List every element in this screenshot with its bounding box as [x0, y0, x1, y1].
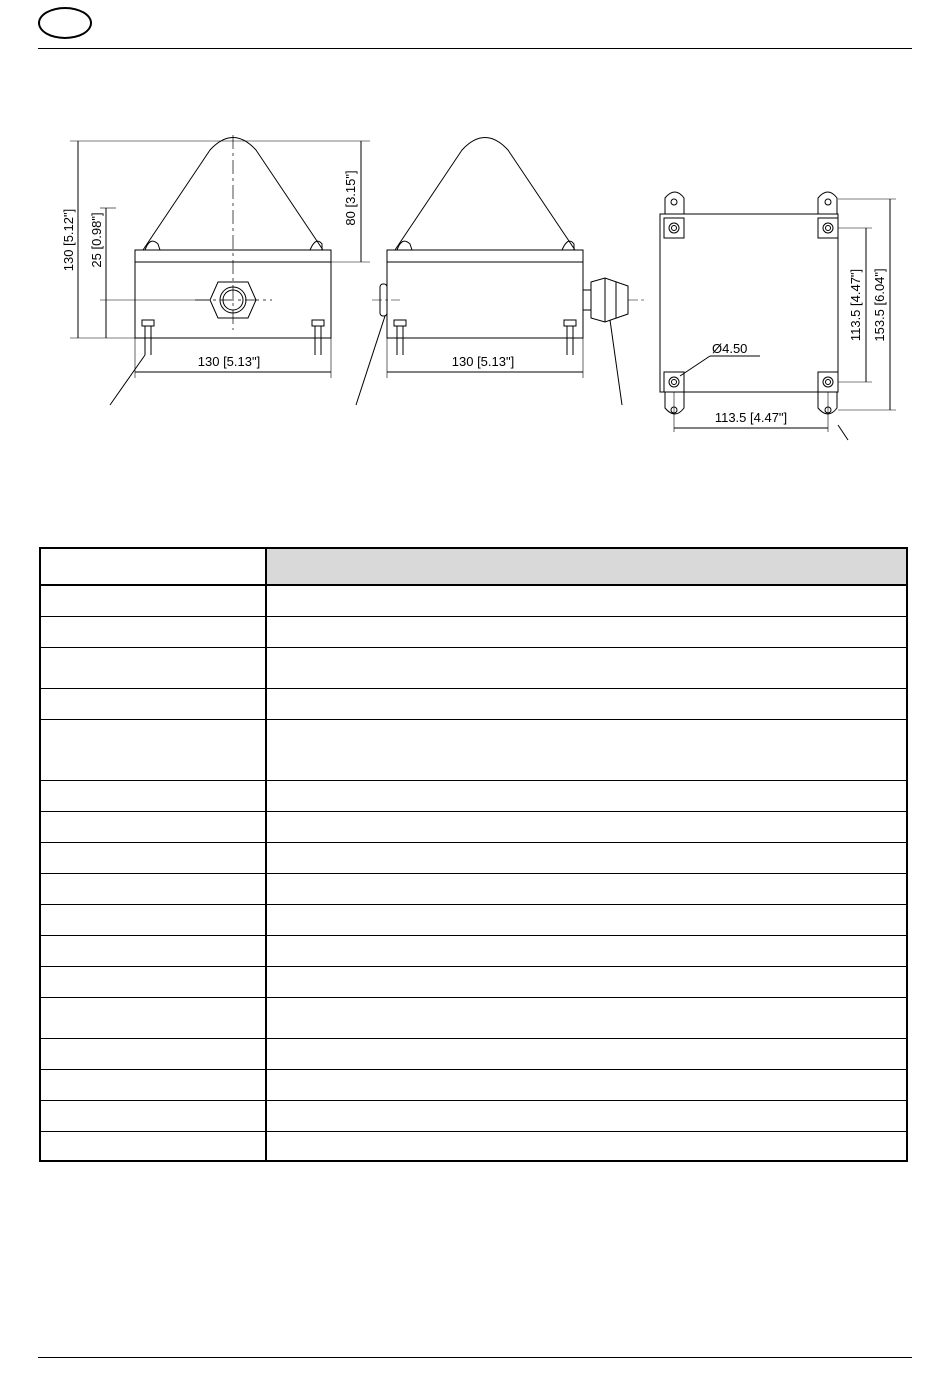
- table-row: [40, 780, 907, 811]
- table-row: [40, 904, 907, 935]
- header-cell-left: [40, 548, 266, 585]
- footer-rule: [38, 1357, 912, 1358]
- dim-top-hole-spacing-y: 113.5 [4.47"]: [848, 268, 863, 342]
- spec-table: [39, 547, 908, 1162]
- table-row: [40, 616, 907, 647]
- dim-side-bracket-height: 80 [3.15"]: [343, 170, 358, 226]
- table-row: [40, 966, 907, 997]
- table-row: [40, 688, 907, 719]
- table-row: [40, 811, 907, 842]
- table-row: [40, 842, 907, 873]
- header-cell-right: [266, 548, 907, 585]
- table-header-row: [40, 548, 907, 585]
- dimension-drawing: [0, 0, 950, 540]
- dim-top-hole-spacing-x: 113.5 [4.47"]: [714, 410, 788, 425]
- dim-front-width: 130 [5.13"]: [197, 354, 261, 369]
- dim-side-width: 130 [5.13"]: [451, 354, 515, 369]
- dim-front-height-total: 130 [5.12"]: [61, 208, 76, 272]
- table-row: [40, 647, 907, 688]
- dim-top-hole-diameter: Ø4.50: [712, 341, 748, 356]
- table-row: [40, 1100, 907, 1131]
- dim-front-foot-height: 25 [0.98"]: [89, 212, 104, 268]
- table-row: [40, 1038, 907, 1069]
- table-row: [40, 873, 907, 904]
- table-row: [40, 997, 907, 1038]
- table-row: [40, 1069, 907, 1100]
- table-row: [40, 585, 907, 616]
- table-row: [40, 935, 907, 966]
- table-row: [40, 1131, 907, 1161]
- table-row: [40, 719, 907, 780]
- dim-top-overall-height: 153.5 [6.04"]: [872, 268, 887, 342]
